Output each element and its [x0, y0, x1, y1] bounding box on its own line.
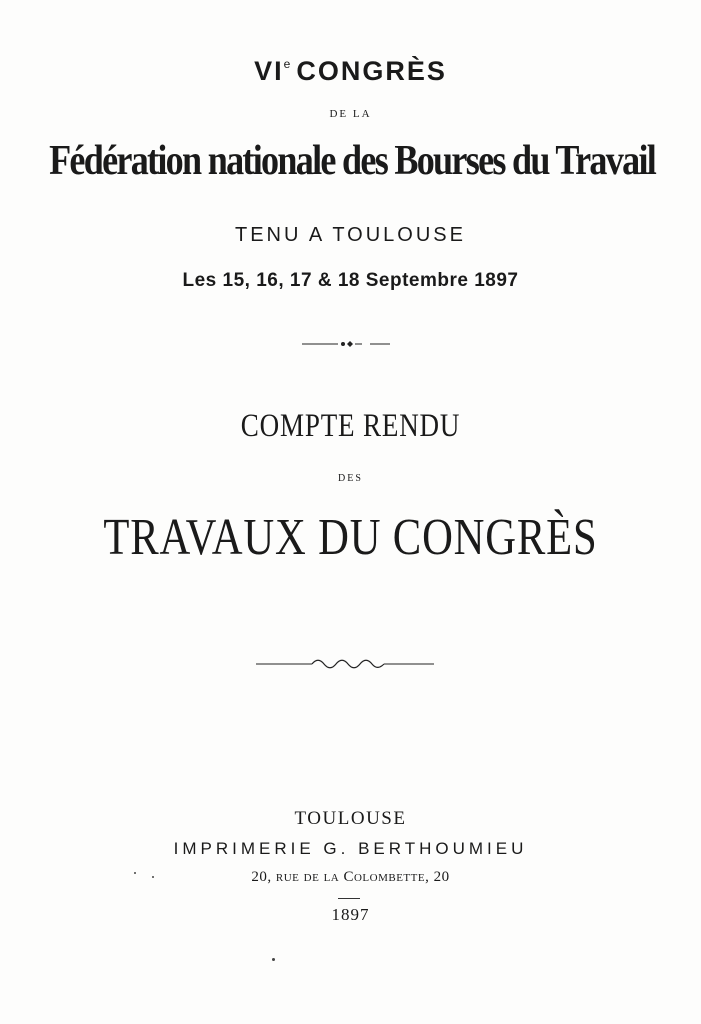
- compte-rendu-heading: COMPTE RENDU: [240, 408, 461, 444]
- congress-number-heading: [0, 56, 701, 87]
- congress-word: CONGRÈS: [296, 56, 447, 86]
- paper-speck: [272, 958, 275, 961]
- congress-roman-numeral: VI: [254, 56, 284, 86]
- imprint-printer: IMPRIMERIE G. BERTHOUMIEU: [173, 839, 528, 858]
- location-subtitle: TENU A TOULOUSE: [235, 224, 466, 246]
- congress-dates: Les 15, 16, 17 & 18 Septembre 1897: [182, 270, 519, 291]
- de-la-text: DE LA: [329, 108, 372, 120]
- congress-superscript: e: [283, 57, 293, 71]
- scroll-ornament-icon: [254, 656, 436, 672]
- paper-speck: [134, 872, 136, 874]
- des-text: DES: [338, 473, 363, 484]
- imprint-city: TOULOUSE: [294, 808, 407, 829]
- year-dash-divider: [338, 898, 360, 899]
- imprint-year: 1897: [331, 905, 370, 924]
- paper-speck: [152, 876, 154, 878]
- imprint-address: 20, rue de la Colombette, 20: [251, 869, 450, 885]
- travaux-heading: TRAVAUX DU CONGRÈS: [103, 509, 598, 566]
- federation-title: Fédération nationale des Bourses du Travail: [49, 138, 656, 184]
- divider-ornament-icon: [300, 337, 392, 351]
